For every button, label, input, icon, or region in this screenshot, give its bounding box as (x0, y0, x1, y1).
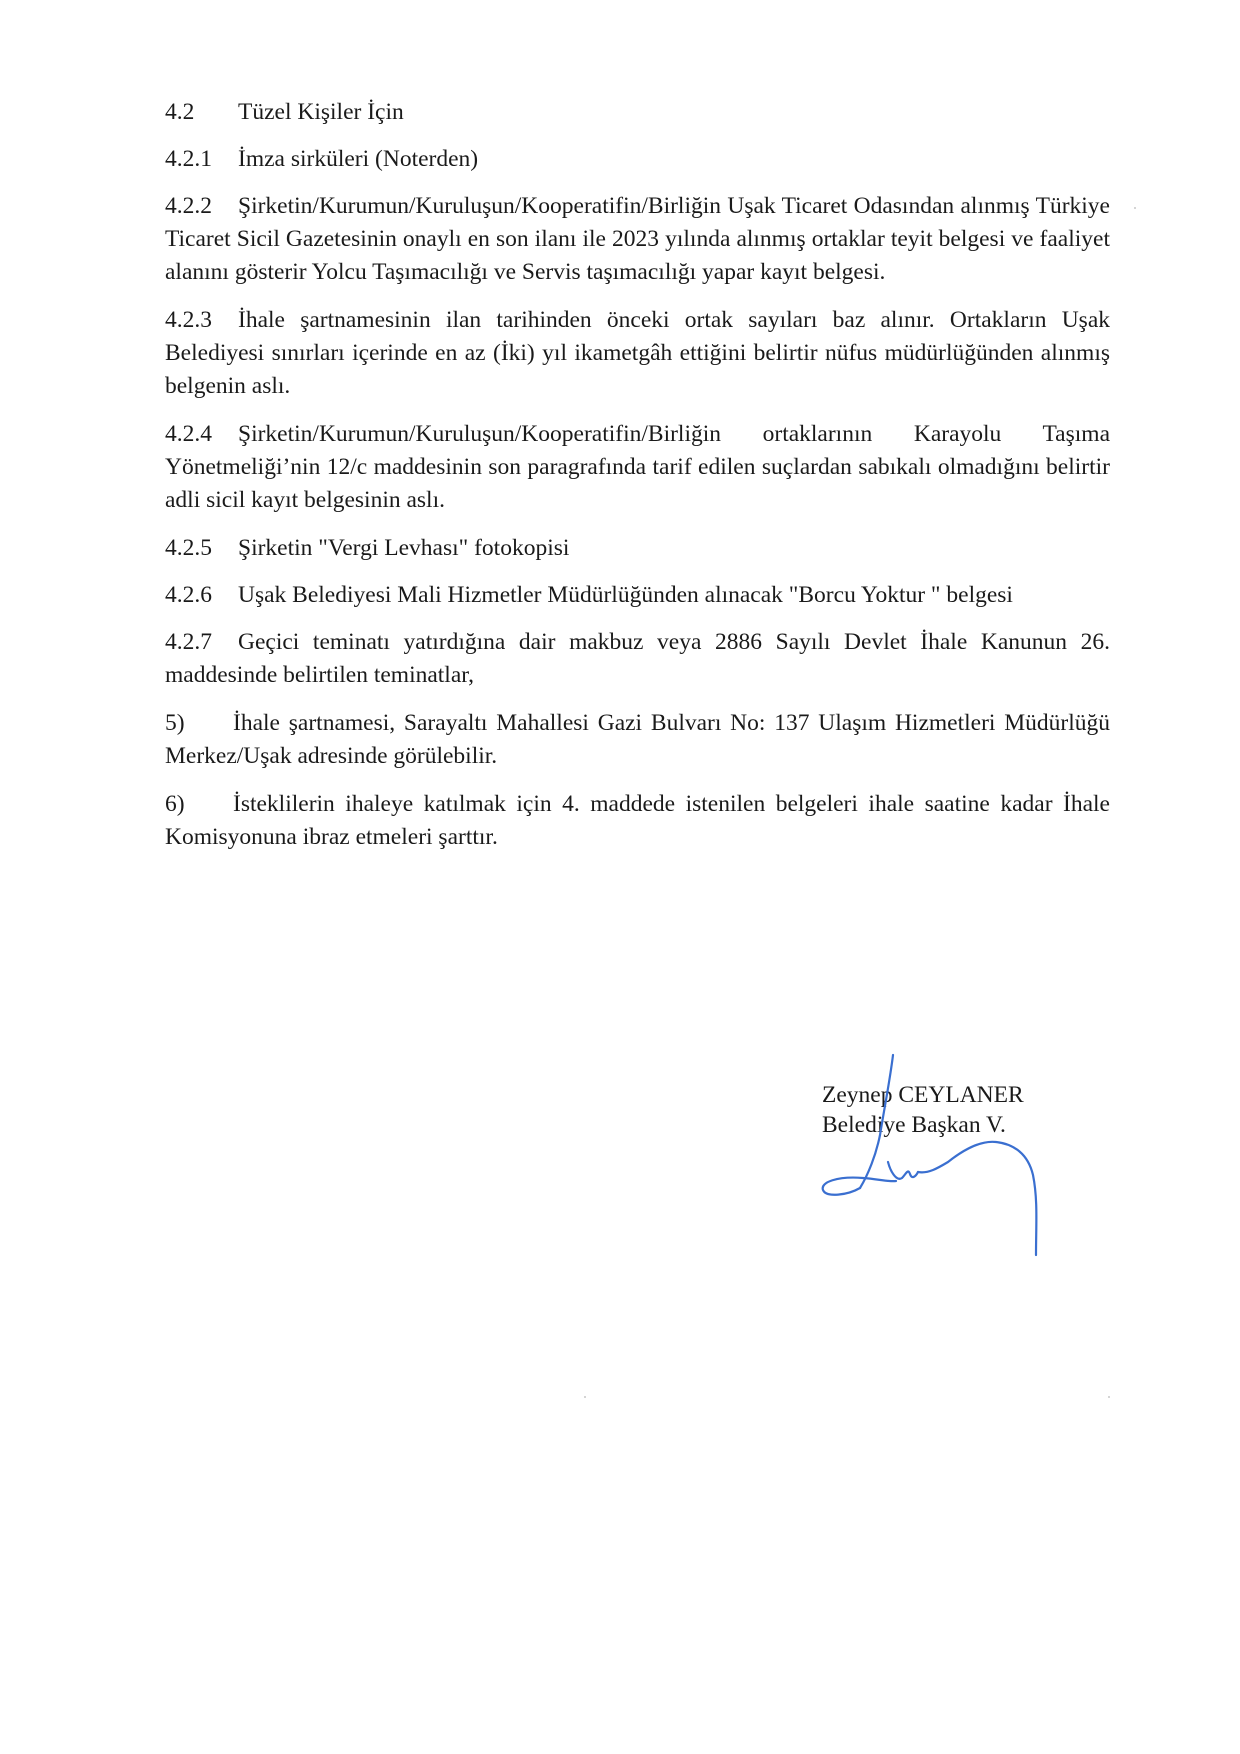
item-number: 4.2.2 (165, 193, 212, 219)
item-6 (165, 788, 1110, 854)
item-number: 4.2.4 (165, 421, 212, 447)
item-number: 4.2 (165, 99, 195, 125)
scan-speck (1108, 1396, 1110, 1398)
item-4-2-3 (165, 304, 1110, 403)
item-text: İsteklilerin ihaleye katılmak için 4. maddede istenilen belgeleri ihale saatine kadar İhale Komisyonuna ibraz etmeleri şarttır. (165, 791, 1110, 850)
item-text: İmza sirküleri (Noterden) (238, 146, 479, 172)
item-number: 4.2.1 (165, 146, 212, 172)
item-text: İhale şartnamesinin ilan tarihinden önceki ortak sayıları baz alınır. Ortakların Uşak Belediyesi sınırları içerinde en az (İki) yıl ikametgâh ettiğini belirtir nüfus müdürlüğünden alınmış belgenin aslı. (165, 307, 1110, 399)
item-4-2-4 (165, 418, 1110, 517)
handwritten-signature (818, 1050, 1058, 1270)
item-4-2-7 (165, 626, 1110, 692)
item-number: 5) (165, 710, 185, 736)
scan-speck (584, 1396, 586, 1398)
item-4-2-5 (165, 532, 1110, 565)
item-number: 4.2.6 (165, 582, 212, 608)
item-number: 6) (165, 791, 185, 817)
item-4-2-2 (165, 190, 1110, 289)
item-text: Tüzel Kişiler İçin (238, 99, 404, 125)
signatory-title: Belediye Başkan V. (822, 1112, 1006, 1138)
item-4-2-6 (165, 579, 1110, 612)
item-text: Şirketin "Vergi Levhası" fotokopisi (238, 535, 570, 561)
item-text: Şirketin/Kurumun/Kuruluşun/Kooperatifin/Birliğin ortaklarının Karayolu Taşıma Yönetmeliği’nin 12/c maddesinin son paragrafında tarif edilen suçlardan sabıkalı olmadığını belirtir adli sicil kayıt belgesinin aslı. (165, 421, 1110, 513)
signatory-name: Zeynep CEYLANER (822, 1082, 1024, 1108)
item-number: 4.2.7 (165, 629, 212, 655)
item-number: 4.2.3 (165, 307, 212, 333)
item-text: Geçici teminatı yatırdığına dair makbuz veya 2886 Sayılı Devlet İhale Kanunun 26. maddesinde belirtilen teminatlar, (165, 629, 1110, 688)
item-text: Şirketin/Kurumun/Kuruluşun/Kooperatifin/Birliğin Uşak Ticaret Odasından alınmış Türkiye Ticaret Sicil Gazetesinin onaylı en son ilanı ile 2023 yılında alınmış ortaklar teyit belgesi ve faaliyet alanını gösterir Yolcu Taşımacılığı ve Servis taşımacılığı yapar kayıt belgesi. (165, 193, 1110, 285)
section-4-2 (165, 96, 1110, 129)
item-number: 4.2.5 (165, 535, 212, 561)
item-text: İhale şartnamesi, Sarayaltı Mahallesi Gazi Bulvarı No: 137 Ulaşım Hizmetleri Müdürlüğü Merkez/Uşak adresinde görülebilir. (165, 710, 1110, 769)
item-5 (165, 707, 1110, 773)
document-body (165, 96, 1110, 869)
item-4-2-1 (165, 143, 1110, 176)
item-text: Uşak Belediyesi Mali Hizmetler Müdürlüğünden alınacak "Borcu Yoktur " belgesi (238, 582, 1013, 608)
scan-speck (1134, 207, 1136, 209)
